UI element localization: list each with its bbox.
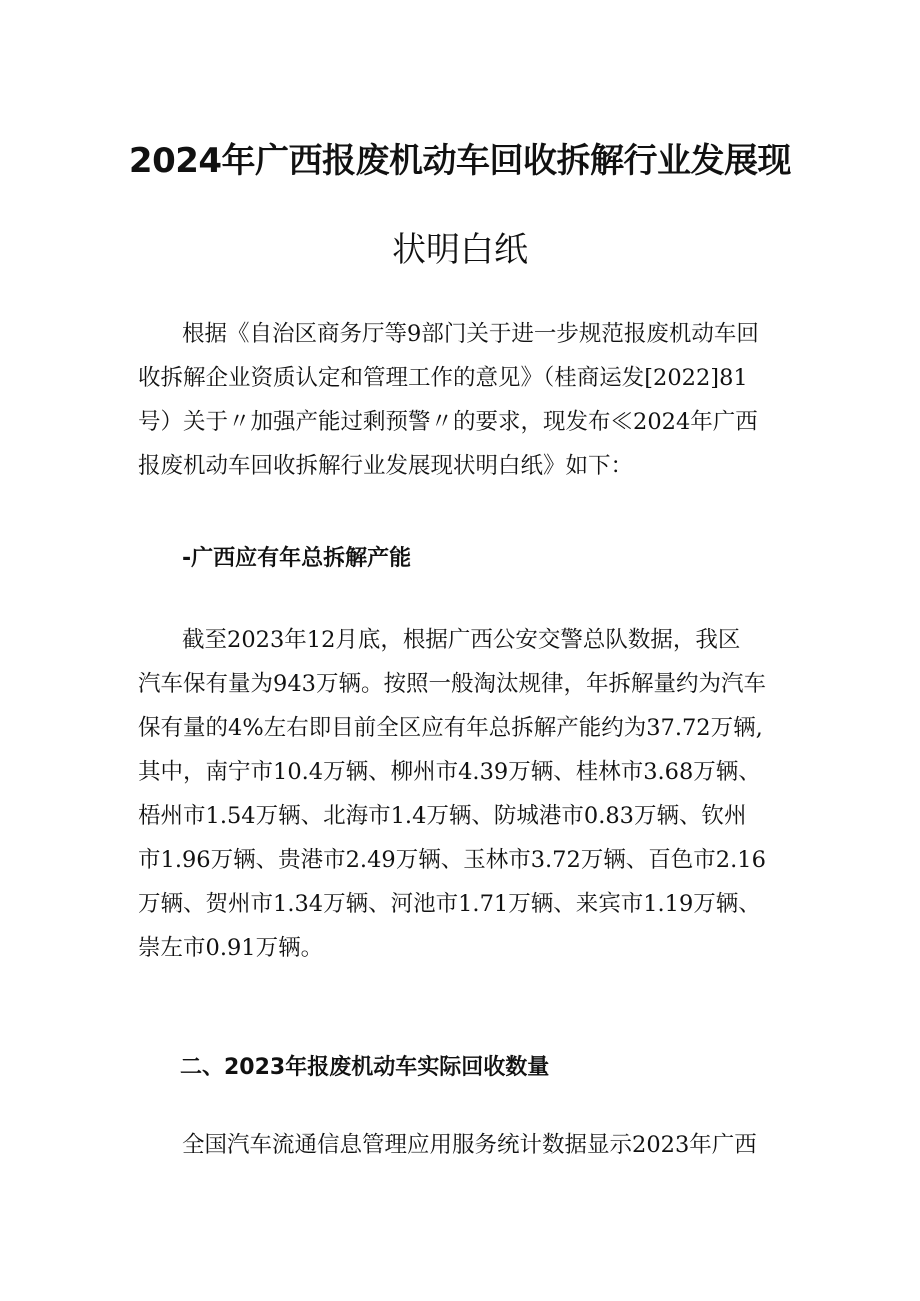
section-1-line: 万辆、贺州市1.34万辆、河池市1.71万辆、来宾市1.19万辆、	[138, 891, 761, 917]
section-1-line: 其中，南宁市10.4万辆、柳州市4.39万辆、桂林市3.68万辆、	[138, 759, 761, 785]
section-1-heading: -广西应有年总拆解产能	[182, 546, 412, 571]
section-1-line: 保有量的4%左右即目前全区应有年总拆解产能约为37.72万辆,	[138, 715, 763, 741]
section-1-line: 汽车保有量为943万辆。按照一般淘汰规律，年拆解量约为汽车	[138, 671, 766, 697]
intro-line: 号）关于〃加强产能过剩预警〃的要求，现发布≪2024年广西	[138, 409, 758, 435]
section-1-line: 崇左市0.91万辆。	[138, 935, 324, 961]
section-2-heading: 二、2023年报废机动车实际回收数量	[180, 1055, 550, 1080]
document-title-line-2: 状明白纸	[392, 230, 528, 270]
intro-line: 根据《自治区商务厅等9部门关于进一步规范报废机动车回	[182, 321, 759, 347]
document-title-line-1: 2024年广西报废机动车回收拆解行业发展现	[128, 141, 792, 181]
section-2-paragraph	[138, 1123, 798, 1167]
intro-paragraph	[138, 312, 798, 488]
section-2-line: 全国汽车流通信息管理应用服务统计数据显示2023年广西	[182, 1132, 757, 1158]
section-1-line: 梧州市1.54万辆、北海市1.4万辆、防城港市0.83万辆、钦州	[138, 803, 747, 829]
intro-line: 收拆解企业资质认定和管理工作的意见》（桂商运发[2022]81	[138, 365, 748, 391]
section-1-line: 截至2023年12月底，根据广西公安交警总队数据，我区	[182, 627, 741, 653]
intro-line: 报废机动车回收拆解行业发展现状明白纸》如下：	[138, 453, 634, 479]
section-1-line: 市1.96万辆、贵港市2.49万辆、玉林市3.72万辆、百色市2.16	[138, 847, 766, 873]
section-1-paragraph	[138, 618, 798, 970]
